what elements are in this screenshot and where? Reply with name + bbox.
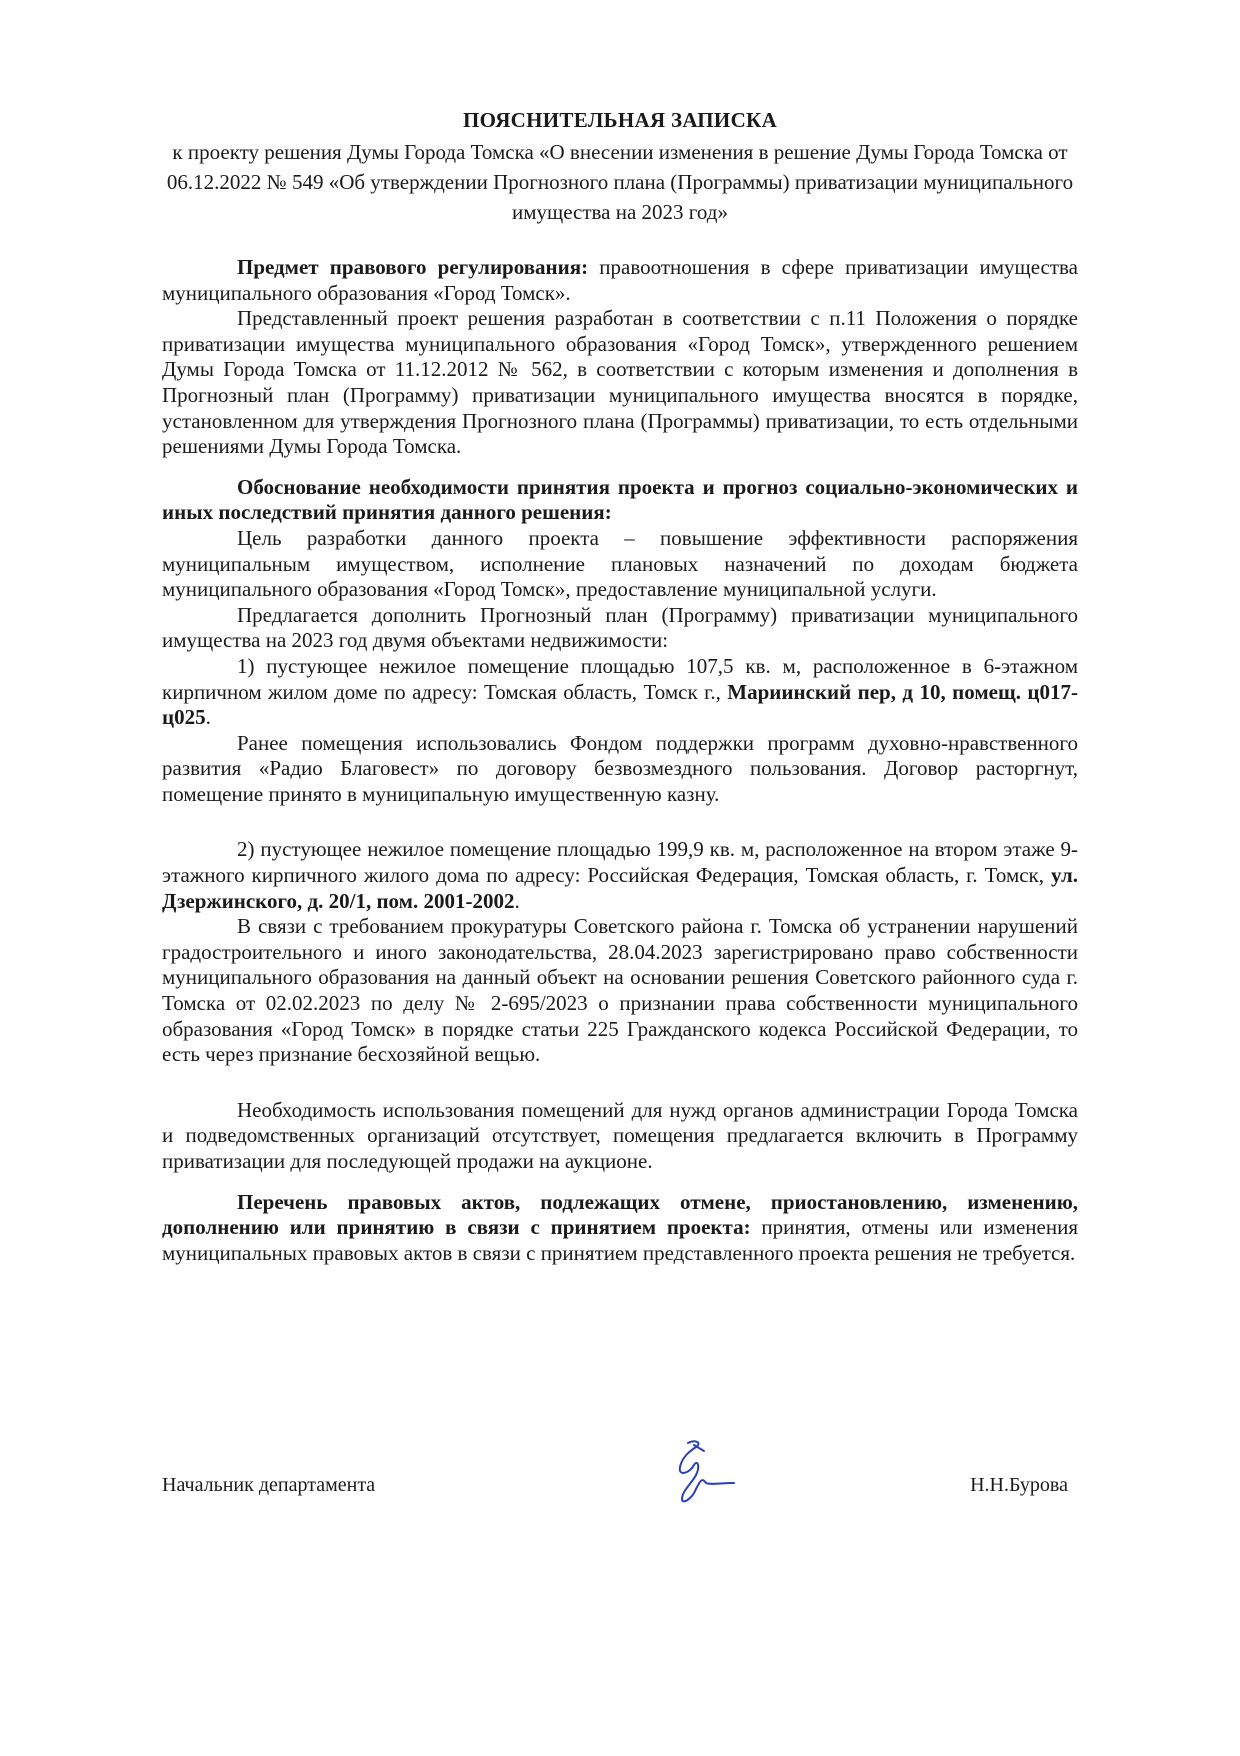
signer-name: Н.Н.Бурова [970,1474,1068,1496]
paragraph-item-2 [162,837,1078,914]
subject-text: правоотношения в сфере приватизации имущества муниципального образования «Город Томск». [162,255,1079,305]
signer-position: Начальник департамента [162,1474,376,1496]
item2-address: ул. Дзержинского, д. 20/1, пом. 2001-2002 [162,863,1078,913]
paragraph-subject [162,255,1078,306]
item1-text: 1) пустующее нежилое помещение площадью 107,5 кв. м, расположенное в 6-этажном кирпичном жилом доме по адресу: Томская область, Томск г., [162,653,1078,704]
document-body [162,255,1078,1266]
paragraph-propose: Предлагается дополнить Прогнозный план (Программу) приватизации муниципального имущества на 2023 год двумя объектами недвижимости: [162,602,1078,653]
document-subtitle: к проекту решения Думы Города Томска «О внесении изменения в решение Думы Города Томска от 06.12.2022 № 549 «Об утверждении Прогнозного плана (Программы) приватизации муниципального имущества на 2023 год» [166,140,1074,224]
handwritten-signature-icon [660,1437,740,1507]
acts-text: принятия, отмены или изменения муниципальных правовых актов в связи с принятием представленного проекта решения не требуется. [162,1215,1078,1265]
paragraph-item-2-note: В связи с требованием прокуратуры Советского района г. Томска об устранении нарушений градостроительного и иного законодательства, 28.04.2023 зарегистрировано право собственности муниципального образования на данный объект на основании решения Советского районного суда г. Томска от 02.02.2023 по делу № 2-695/2023 о признании права собственности муниципального образования «Город Томск» в порядке статьи 225 Гражданского кодекса Российской Федерации, то есть через признание бесхозяйной вещью. [162,914,1078,1067]
paragraph-necessity: Необходимость использования помещений для нужд органов администрации Города Томска и подведомственных организаций отсутствует, помещения предлагается включить в Программу приватизации для последующей продажи на аукционе. [162,1097,1078,1173]
item2-text: 2) пустующее нежилое помещение площадью 199,9 кв. м, расположенное на втором этаже 9-этажного кирпичного жилого дома по адресу: Российская Федерация, Томская область, г. Томск, [162,837,1078,888]
paragraph-item-1-note: Ранее помещения использовались Фондом поддержки программ духовно-нравственного развития «Радио Благовест» по договору безвозмездного пользования. Договор расторгнут, помещение принято в муниципальную имущественную казну. [162,730,1078,806]
item2-end: . [514,888,520,913]
heading-justification: Обоснование необходимости принятия проекта и прогноз социально-экономических и иных последствий принятия данного решения: [162,474,1078,525]
heading-subject: Предмет правового регулирования: [237,255,589,279]
paragraph-acts [162,1190,1078,1267]
signature-row [162,1474,1078,1504]
paragraph-justification-heading [162,475,1078,526]
heading-acts: Перечень правовых актов, подлежащих отмене, приостановлению, изменению, дополнению или принятию в связи с принятием проекта: [162,1189,1078,1240]
paragraph-goal: Цель разработки данного проекта – повышение эффективности распоряжения муниципальным имуществом, исполнение плановых назначений по доходам бюджета муниципального образования «Город Томск», предоставление муниципальной услуги. [162,525,1078,602]
item1-end: . [205,705,211,730]
document-title: ПОЯСНИТЕЛЬНАЯ ЗАПИСКА [462,108,778,132]
paragraph-basis: Представленный проект решения разработан в соответствии с п.11 Положения о порядке приватизации имущества муниципального образования «Город Томск», утвержденного решением Думы Города Томска от 11.12.2012 № 562, в соответствии с которым изменения и дополнения в Прогнозный план (Программу) приватизации муниципального имущества вносятся в порядке, установленном для утверждения Прогнозного плана (Программы) приватизации, то есть отдельными решениями Думы Города Томска. [162,306,1078,459]
item1-address: Мариинский пер, д 10, помещ. ц017-ц025 [162,679,1078,730]
paragraph-item-1 [162,654,1078,731]
